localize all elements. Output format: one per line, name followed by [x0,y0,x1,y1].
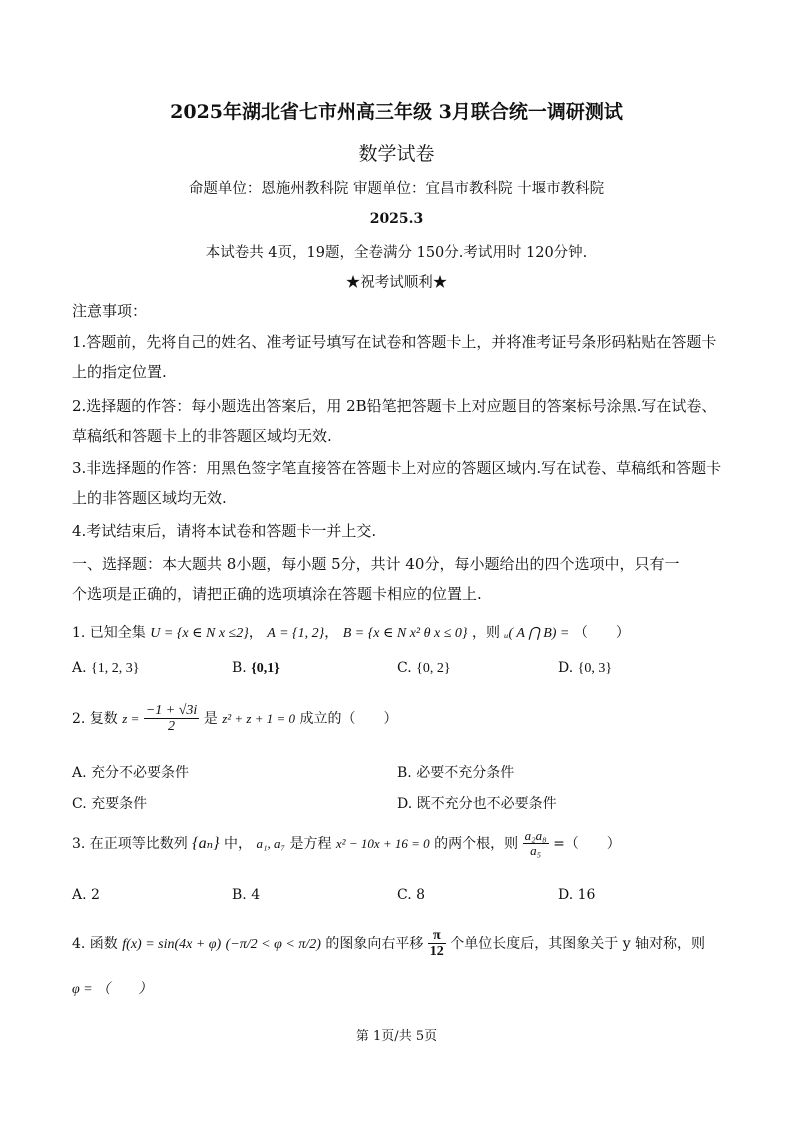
q2-option-d: D. 既不充分也不必要条件 [397,796,557,812]
notice-item-1: 1.答题前，先将自己的姓名、准考证号填写在试卷和答题卡上，并将准考证号条形码粘贴在答题卡上的指定位置. [72,333,717,381]
q1-option-b: B. {0,1} [232,660,280,676]
notice-item-4: 4.考试结束后，请将本试卷和答题卡一并上交. [72,522,377,540]
q1-mid: ，则 [471,625,500,641]
q3-mid2: 是方程 [289,835,332,852]
q3-option-a: A. 2 [72,887,100,903]
q4-shift-fraction [428,928,446,960]
q3-mid3: 的两个根，则 [434,835,519,852]
q4-suffix: 个单位长度后，其图象关于 y 轴对称，则 [450,935,706,952]
q1-set-u: U = {x ∈ N x ≤2} [150,626,249,641]
notice-item-2: 2.选择题的作答：每小题选出答案后，用 2B铅笔把答题卡上对应题目的答案标号涂黑.写在试卷、草稿纸和答题卡上的非答题区域均无效. [72,397,717,445]
q2-option-c: C. 充要条件 [72,796,148,812]
q2-is: 是 [203,710,218,727]
question-2 [72,703,397,735]
q4-answer-line: φ = （ ） [72,982,153,997]
q2-suffix: 成立的（ ） [299,710,398,727]
exam-info: 本试卷共 4页，19题，全卷满分 150分.考试用时 120分钟. [205,245,588,261]
q3-option-b: B. 4 [232,887,261,903]
exam-subtitle: 数学试卷 [358,143,435,165]
section-heading-line-1: 一、选择题：本大题共 8小题，每小题 5分，共计 40分，每小题给出的四个选项中，只有一 [72,555,680,573]
blessing-line: ★祝考试顺利★ [345,275,448,291]
q1-set-a: A = {1, 2} [267,626,325,641]
q1-option-c: C. {0, 2} [397,660,451,676]
q2-option-b: B. 必要不充分条件 [397,765,515,781]
q2-equation: z² + z + 1 = 0 [222,710,296,726]
q2-numerator: −1 + √3i [145,703,198,718]
author-units: 命题单位：恩施州教科院 审题单位：宜昌市教科院 十堰市教科院 [188,181,605,197]
q1-option-d: D. {0, 3} [558,660,613,676]
exam-title: 2025年湖北省七市州高三年级 3月联合统一调研测试 [170,101,623,123]
q2-option-a: A. 充分不必要条件 [72,765,190,781]
q4-condition: (−π/2 < φ < π/2) [225,936,321,952]
question-4 [72,928,705,960]
q3-suffix: =（ ） [553,835,621,852]
q1-paren: （ ） [573,625,630,641]
q3-option-d: D. 16 [558,887,596,903]
q2-denominator: 2 [168,719,176,735]
q3-equation: x² − 10x + 16 = 0 [335,835,430,851]
question-1: 1. 已知全集 U = {x ∈ N x ≤2}， A = {1, 2}， B = {x ∈ N x² θ x ≤ 0} ，则 ᵤ( A ⋂ B) = （ ） [72,625,630,641]
q4-shift-denominator: 12 [429,944,444,960]
q1-set-b: B = {x ∈ N x² θ x ≤ 0} [342,626,468,641]
q4-prefix: 4. 函数 [72,935,118,952]
q2-fraction [144,703,199,735]
q1-option-a: A. {1, 2, 3} [72,660,140,676]
q3-option-c: C. 8 [397,887,426,903]
q1-prefix: 1. 已知全集 [72,625,146,641]
notice-item-3: 3.非选择题的作答：用黑色签字笔直接答在答题卡上对应的答题区域内.写在试卷、草稿纸和答题卡上的非答题区域均无效. [72,459,722,507]
q3-mid1: 中， [224,835,252,852]
q2-prefix: 2. 复数 [72,710,118,727]
question-3 [72,829,621,859]
notice-heading: 注意事项： [72,302,148,320]
q1-expression: ᵤ( A ⋂ B) = [504,626,570,641]
q3-denominator: a₅ [530,843,542,859]
q4-mid: 的图象向右平移 [325,935,424,952]
q4-shift-numerator: π [428,928,446,944]
section-heading-line-2: 个选项是正确的，请把正确的选项填涂在答题卡相应的位置上. [72,585,482,603]
q3-prefix: 3. 在正项等比数列 [72,835,188,852]
q3-fraction [523,829,549,859]
q3-terms: a₁, a₇ [256,835,285,851]
exam-date: 2025.3 [369,211,424,227]
q3-sequence: {aₙ} [192,834,220,852]
q4-function: f(x) = sin(4x + φ) [122,936,222,952]
page-footer: 第 1页/共 5页 [355,1029,438,1044]
q3-numerator: a₂a₈ [524,828,547,843]
q2-z: z = [122,710,140,726]
